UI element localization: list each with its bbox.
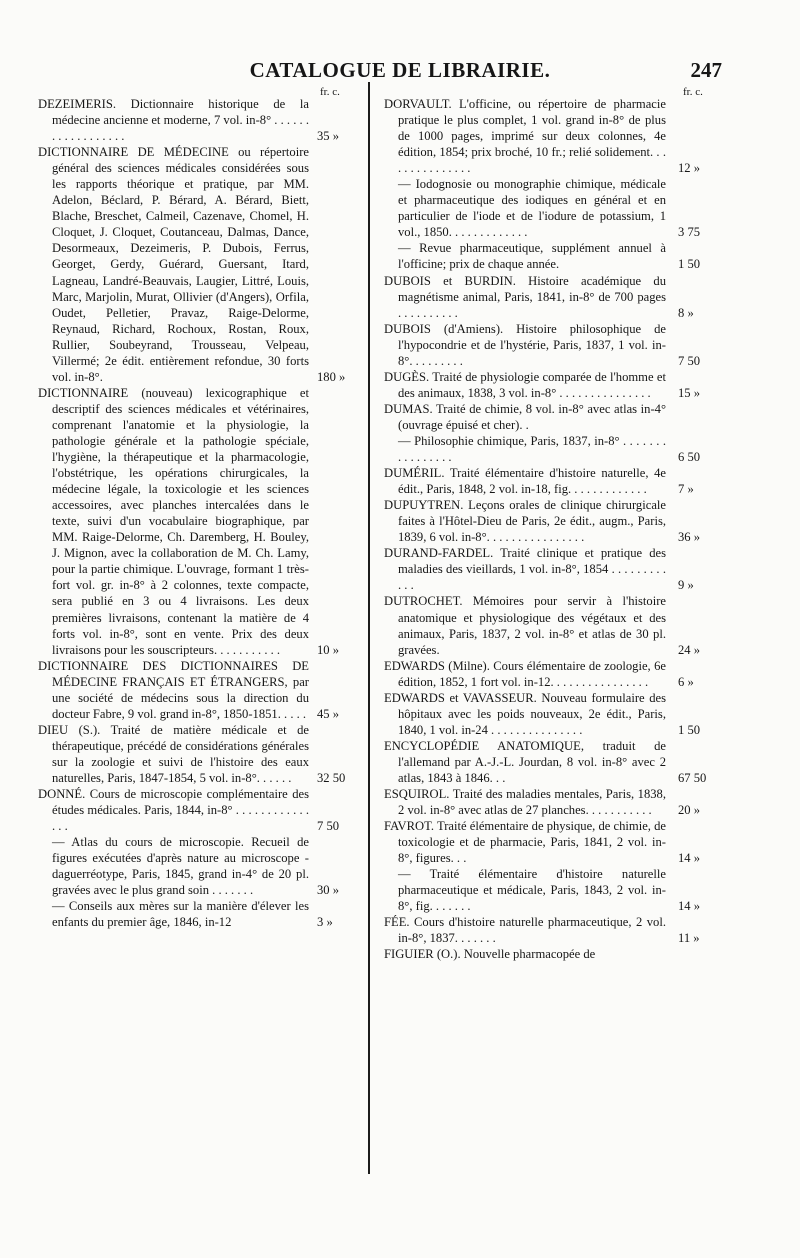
entry-text: DURAND-FARDEL. Traité clinique et pratique des maladies des vieillards, 1 vol. in-8°, 1854 . . . . . . . . . . . . xyxy=(384,546,666,593)
entry-text: DEZEIMERIS. Dictionnaire historique de la médecine ancienne et moderne, 7 vol. in-8° . . . . . . . . . . . . . . . . . . xyxy=(38,97,309,144)
entry-price: 3 75 xyxy=(678,225,701,240)
entry-price: 12 » xyxy=(678,161,701,176)
entry-price: 14 » xyxy=(678,851,701,866)
catalogue-entry xyxy=(38,658,365,722)
catalogue-entry xyxy=(384,738,724,786)
entry-text: DONNÉ. Cours de microscopie complémentaire des études médicales. Paris, 1844, in-8° . . . . . . . . . . . . . . . xyxy=(38,787,309,834)
entry-text: DUMAS. Traité de chimie, 8 vol. in-8° avec atlas in-4° (ouvrage épuisé et cher). . xyxy=(384,401,666,432)
entry-price: 30 » xyxy=(317,883,340,898)
catalogue-entry xyxy=(38,786,365,834)
catalogue-entry xyxy=(384,690,724,738)
entry-price: 10 » xyxy=(317,642,340,657)
entry-text: ESQUIROL. Traité des maladies mentales, Paris, 1838, 2 vol. in-8° avec atlas de 27 planches. . . . . . . . . . . xyxy=(384,787,666,818)
entry-price: 6 50 xyxy=(678,450,701,465)
entry-text: DUTROCHET. Mémoires pour servir à l'histoire anatomique et physiologique des végétaux et des animaux, Paris, 1837, 2 vol. in-8° et atlas de 30 pl. gravées. xyxy=(384,594,666,657)
entry-text: DORVAULT. L'officine, ou répertoire de pharmacie pratique le plus complet, 1 vol. grand in-8° de plus de 1000 pages, imprimé sur deux colonnes, 4e édition, 1854; prix broché, 10 fr.; relié solidement. . . . . . . . . . . . . . . xyxy=(384,97,666,176)
catalogue-entry xyxy=(384,96,724,176)
entry-text: DUGÈS. Traité de physiologie comparée de l'homme et des animaux, 1838, 3 vol. in-8° . . . . . . . . . . . . . . . xyxy=(384,369,666,400)
column-divider xyxy=(368,82,370,1174)
entry-text: DICTIONNAIRE (nouveau) lexicographique et descriptif des sciences médicales et vétérinaires, comprenant l'anatomie et la physiologie, la pathologie générale et la pathologie spéciale, l'hygiène, la thérapeutique et la pharmacologie, l'obstétrique, les opérations chirurgicales, la médecine légale, la toxicologie et les sciences accessoires, avec planches intercalées dans le texte, suivi d'un vocabulaire biographique, par MM. Raige-Delorme, Ch. Daremberg, H. Bouley, J. Mignon, avec la collaboration de M. Ch. Lamy, pour la partie chimique. L'ouvrage, formant 1 très-fort vol. gr. in-8° à 2 colonnes, texte compacte, sera publié en 3 ou 4 livraisons. Les deux premières livraisons, contenant la matière de 4 forts vol. in-8°, sont en vente. Prix des deux livraisons pour les souscripteurs. . . . . . . . . . . xyxy=(38,385,309,657)
entry-price: 9 » xyxy=(678,578,694,593)
catalogue-entry xyxy=(384,786,724,818)
entry-price: 7 » xyxy=(678,482,694,497)
entry-price: 1 50 xyxy=(678,257,701,272)
entry-price: 11 » xyxy=(678,931,700,946)
catalogue-entry xyxy=(384,401,724,433)
catalogue-entry xyxy=(384,321,724,369)
entry-price: 180 » xyxy=(317,369,346,384)
entry-price: 35 » xyxy=(317,129,340,144)
entry-text: FÉE. Cours d'histoire naturelle pharmaceutique, 2 vol. in-8°, 1837. . . . . . . xyxy=(384,915,666,946)
catalogue-entry xyxy=(384,818,724,866)
entry-price: 3 » xyxy=(317,915,333,930)
entry-text: DUBOIS (d'Amiens). Histoire philosophique de l'hypocondrie et de l'hystérie, Paris, 1837, 1 vol. in-8°. . . . . . . . . xyxy=(384,321,666,368)
catalogue-entry xyxy=(38,898,365,930)
catalogue-entry xyxy=(384,946,724,962)
catalogue-entry xyxy=(384,240,724,272)
entry-text: EDWARDS (Milne). Cours élémentaire de zoologie, 6e édition, 1852, 1 fort vol. in-12. . . . . . . . . . . . . . . . xyxy=(384,658,666,689)
catalogue-entry xyxy=(384,176,724,240)
entry-text: — Atlas du cours de microscopie. Recueil de figures exécutées d'après nature au microscope - daguerréotype, Paris, 1845, grand in-4° de 20 pl. gravées avec le plus grand soin . . . . . . . xyxy=(52,835,309,898)
catalogue-entry xyxy=(38,834,365,898)
catalogue-entry xyxy=(384,369,724,401)
catalogue-entry xyxy=(38,385,365,658)
entry-price: 36 » xyxy=(678,530,701,545)
catalogue-entry xyxy=(38,96,365,144)
entry-text: — Revue pharmaceutique, supplément annuel à l'officine; prix de chaque année. xyxy=(398,241,666,272)
entry-price: 8 » xyxy=(678,305,694,320)
catalogue-entry xyxy=(384,658,724,690)
entry-price: 15 » xyxy=(678,385,701,400)
catalogue-entry xyxy=(384,593,724,657)
entry-price: 7 50 xyxy=(678,353,701,368)
catalogue-entry xyxy=(384,545,724,593)
catalogue-entry xyxy=(384,465,724,497)
entry-text: — Conseils aux mères sur la manière d'élever les enfants du premier âge, 1846, in-12 xyxy=(52,899,309,930)
entry-price: 1 50 xyxy=(678,722,701,737)
entry-price: 24 » xyxy=(678,642,701,657)
catalogue-entry xyxy=(384,433,724,465)
page-number: 247 xyxy=(690,58,722,82)
entry-price: 7 50 xyxy=(317,819,340,834)
entry-text: DUPUYTREN. Leçons orales de clinique chirurgicale faites à l'Hôtel-Dieu de Paris, 2e édit., augm., Paris, 1839, 6 vol. in-8°. . . . . . . . . . . . . . . . xyxy=(384,498,666,545)
entry-price: 20 » xyxy=(678,803,701,818)
right-price-header: fr. c. xyxy=(683,86,703,98)
entry-text: — Iodognosie ou monographie chimique, médicale et pharmaceutique des iodiques en général et en particulier de l'iode et de l'iodure de potassium, 1 vol., 1850. . . . . . . . . . . . . xyxy=(398,177,666,240)
catalogue-entry xyxy=(384,914,724,946)
left-column xyxy=(38,96,365,930)
entry-price: 6 » xyxy=(678,674,694,689)
entry-text: FAVROT. Traité élémentaire de physique, de chimie, de toxicologie et de pharmacie, Paris, 1841, 2 vol. in-8°, figures. . . xyxy=(384,819,666,866)
entry-text: FIGUIER (O.). Nouvelle pharmacopée de xyxy=(384,947,596,962)
page-title: CATALOGUE DE LIBRAIRIE. xyxy=(249,58,551,82)
entry-text: DIEU (S.). Traité de matière médicale et de thérapeutique, précédé de considérations générales sur la zoologie et suivi de l'histoire des eaux naturelles, Paris, 1847-1854, 5 vol. in-8°. . . . . . xyxy=(38,722,309,785)
entry-text: DICTIONNAIRE DE MÉDECINE ou répertoire général des sciences médicales considérées sous les rapports théorique et pratique, par MM. Adelon, Béclard, P. Bérard, A. Bérard, Biett, Blache, Breschet, Calmeil, Cazenave, Chomel, H. Cloquet, J. Cloquet, Coutanceau, Dalmas, Dance, Desormeaux, Dezeimeris, P. Dubois, Ferrus, Georget, Gerdy, Guérard, Guersant, Itard, Lagneau, Landré-Beauvais, Laugier, Littré, Louis, Marc, Marjolin, Murat, Ollivier (d'Angers), Orfila, Oudet, Pelletier, Pravaz, Raige-Delorme, Reynaud, Richard, Rochoux, Rostan, Roux, Rullier, Soubeyrand, Trousseau, Velpeau, Villermé; 2e édit. entièrement refondue, 30 forts vol. in-8°. xyxy=(38,145,309,384)
catalogue-entry xyxy=(38,722,365,786)
catalogue-entry xyxy=(384,273,724,321)
catalogue-entry xyxy=(38,144,365,385)
entry-text: DUBOIS et BURDIN. Histoire académique du magnétisme animal, Paris, 1841, in-8° de 700 pages . . . . . . . . . . xyxy=(384,273,666,320)
entry-price: 45 » xyxy=(317,706,340,721)
right-column xyxy=(384,96,724,963)
catalogue-entry xyxy=(384,497,724,545)
entry-price: 67 50 xyxy=(678,770,707,785)
entry-text: DUMÉRIL. Traité élémentaire d'histoire naturelle, 4e édit., Paris, 1848, 2 vol. in-18, fig. . . . . . . . . . . . . xyxy=(384,466,666,497)
left-price-header: fr. c. xyxy=(320,86,340,98)
entry-text: — Philosophie chimique, Paris, 1837, in-8° . . . . . . . . . . . . . . . . xyxy=(398,433,666,465)
entry-text: — Traité élémentaire d'histoire naturelle pharmaceutique et médicale, Paris, 1843, 2 vol. in-8°, fig. . . . . . . xyxy=(398,867,666,914)
entry-text: EDWARDS et VAVASSEUR. Nouveau formulaire des hôpitaux avec les poids nouveaux, 2e édit., Paris, 1840, 1 vol. in-24 . . . . . . . . . . . . . . . xyxy=(384,690,666,737)
entry-text: ENCYCLOPÉDIE ANATOMIQUE, traduit de l'allemand par A.-J.-L. Jourdan, 8 vol. in-8° avec 2 atlas, 1843 à 1846. . . xyxy=(384,738,666,785)
entry-price: 14 » xyxy=(678,899,701,914)
entry-text: DICTIONNAIRE DES DICTIONNAIRES DE MÉDECINE FRANÇAIS ET ÉTRANGERS, par une société de médecins sous la direction du docteur Fabre, 9 vol. grand in-8°, 1850-1851. . . . . xyxy=(38,658,309,721)
catalogue-entry xyxy=(384,866,724,914)
entry-price: 32 50 xyxy=(317,770,346,785)
